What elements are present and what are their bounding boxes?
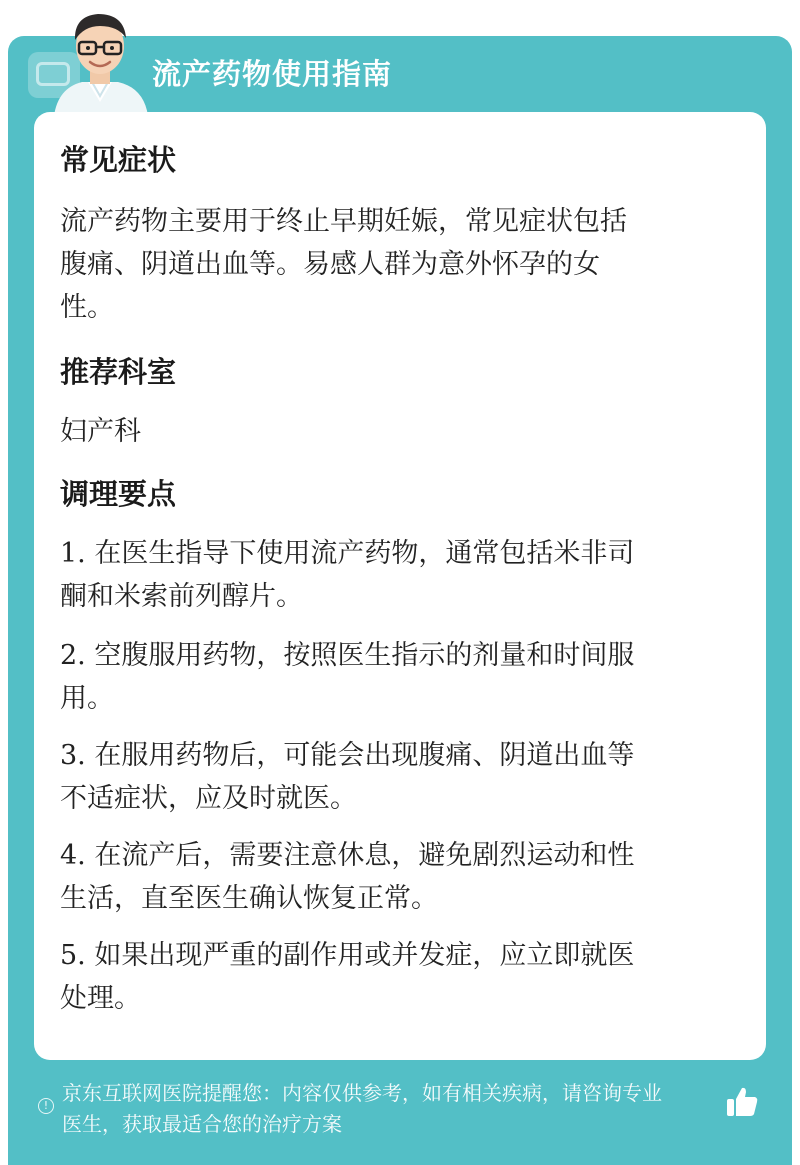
department-text: 妇产科 (60, 416, 141, 447)
section-title-symptoms: 常见症状 (60, 143, 177, 177)
care-item-1: 1. 在医生指导下使用流产药物，通常包括米非司 酮和米索前列醇片。 (60, 538, 635, 612)
section-title-care: 调理要点 (60, 477, 177, 511)
section-title-department: 推荐科室 (60, 355, 177, 389)
info-icon: ! (38, 1098, 54, 1114)
care-item-5: 5. 如果出现严重的副作用或并发症，应立即就医 处理。 (60, 940, 635, 1014)
doctor-avatar (48, 6, 152, 116)
symptoms-text: 流产药物主要用于终止早期妊娠，常见症状包括 腹痛、阴道出血等。易感人群为意外怀孕的女 性。 (60, 206, 627, 323)
care-item-2: 2. 空腹服用药物，按照医生指示的剂量和时间服 用。 (60, 640, 635, 714)
page-title: 流产药物使用指南 (152, 57, 393, 91)
care-item-3: 3. 在服用药物后，可能会出现腹痛、阴道出血等 不适症状，应及时就医。 (60, 740, 635, 814)
thumbs-up-icon[interactable] (724, 1084, 760, 1120)
care-item-4: 4. 在流产后，需要注意休息，避免剧烈运动和性 生活，直至医生确认恢复正常。 (60, 840, 635, 914)
content-panel (34, 112, 766, 1060)
footer-disclaimer: 京东互联网医院提醒您：内容仅供参考，如有相关疾病，请咨询专业 医生，获取最适合您的治疗方案 (62, 1081, 662, 1136)
